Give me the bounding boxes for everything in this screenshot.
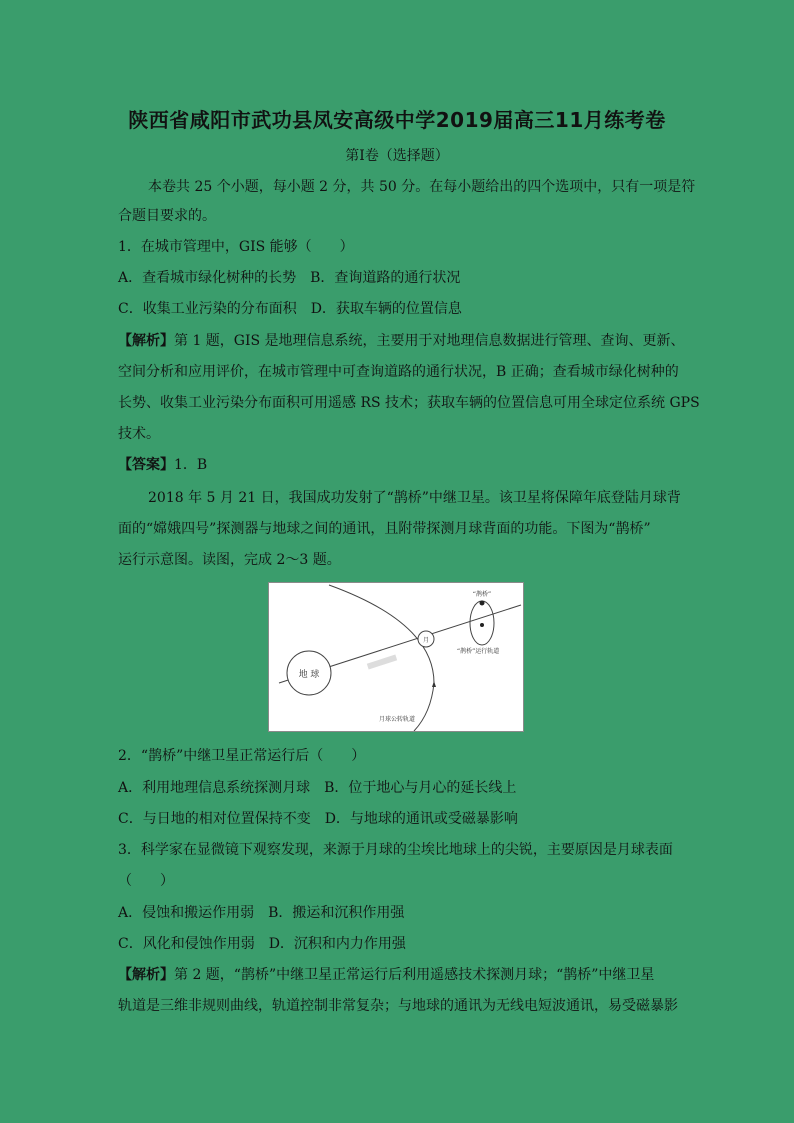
analysis-2-line: 【解析】第 2 题，“鹊桥”中继卫星正常运行后利用遥感技术探测月球；“鹊桥”中继卫星 <box>118 967 655 983</box>
passage-line: 2018 年 5 月 21 日，我国成功发射了“鹊桥”中继卫星。该卫星将保障年底登陆月球背 <box>148 490 681 506</box>
analysis-2-line: 轨道是三维非规则曲线，轨道控制非常复杂；与地球的通讯为无线电短波通讯，易受磁暴影 <box>118 998 678 1014</box>
question-3-options-cd: C．风化和侵蚀作用弱 D．沉积和内力作用强 <box>118 936 406 952</box>
question-2-options-ab: A．利用地理信息系统探测月球 B．位于地心与月心的延长线上 <box>118 780 517 796</box>
question-2-options-cd: C．与日地的相对位置保持不变 D．与地球的通讯或受磁暴影响 <box>118 811 518 827</box>
queqiao-orbit-label: “鹊桥”运行轨道 <box>457 648 500 655</box>
analysis-label: 【解析】 <box>118 333 174 349</box>
diagram-svg <box>269 583 523 731</box>
analysis-1-line: 长势、收集工业污染分布面积可用遥感 RS 技术；获取车辆的位置信息可用全球定位系统 GPS <box>118 395 700 411</box>
intro-line: 本卷共 25 个小题，每小题 2 分，共 50 分。在每小题给出的四个选项中，只有一项是符 <box>148 179 696 195</box>
answer-value: 1．B <box>174 457 208 473</box>
question-3-stem: 3．科学家在显微镜下观察发现，来源于月球的尘埃比地球上的尖锐，主要原因是月球表面 <box>118 842 673 858</box>
analysis-1-line: 【解析】第 1 题，GIS 是地理信息系统，主要用于对地理信息数据进行管理、查询、更新、 <box>118 333 685 349</box>
earth-label: 地 球 <box>298 670 320 680</box>
queqiao-satellite-icon <box>480 601 485 606</box>
queqiao-label: “鹊桥” <box>472 591 492 598</box>
passage-line: 运行示意图。读图，完成 2～3 题。 <box>118 552 341 568</box>
faded-label-mark <box>367 655 397 670</box>
orbit-direction-arrow-icon <box>432 681 436 687</box>
moon-orbit-label: 月球公转轨道 <box>379 716 416 723</box>
analysis-1-line: 技术。 <box>118 426 160 442</box>
question-3-options-ab: A．侵蚀和搬运作用弱 B．搬运和沉积作用强 <box>118 905 405 921</box>
queqiao-orbit-diagram <box>268 582 524 732</box>
question-1-options-ab: A．查看城市绿化树种的长势 B．查询道路的通行状况 <box>118 270 461 286</box>
section-subtitle: 第Ⅰ卷（选择题） <box>345 148 449 164</box>
analysis-1-line: 空间分析和应用评价，在城市管理中可查询道路的通行状况，B 正确；查看城市绿化树种的 <box>118 364 679 380</box>
answer-label: 【答案】 <box>118 457 174 473</box>
question-1-stem: 1．在城市管理中，GIS 能够（ ） <box>118 239 354 255</box>
analysis-label: 【解析】 <box>118 967 174 983</box>
l2-point-icon <box>480 623 484 627</box>
answer-1 <box>118 455 678 475</box>
moon-label: 月 <box>422 637 430 644</box>
document-title: 陕西省咸阳市武功县凤安高级中学2019届高三11月练考卷 <box>128 108 666 132</box>
passage-line: 面的“嫦娥四号”探测器与地球之间的通讯，且附带探测月球背面的功能。下图为“鹊桥” <box>118 521 651 537</box>
question-2-stem: 2．“鹊桥”中继卫星正常运行后（ ） <box>118 748 366 764</box>
question-1-options-cd: C．收集工业污染的分布面积 D．获取车辆的位置信息 <box>118 301 462 317</box>
question-3-stem: （ ） <box>118 873 174 889</box>
intro-line: 合题目要求的。 <box>118 208 216 224</box>
moon-orbit-path <box>329 585 434 731</box>
